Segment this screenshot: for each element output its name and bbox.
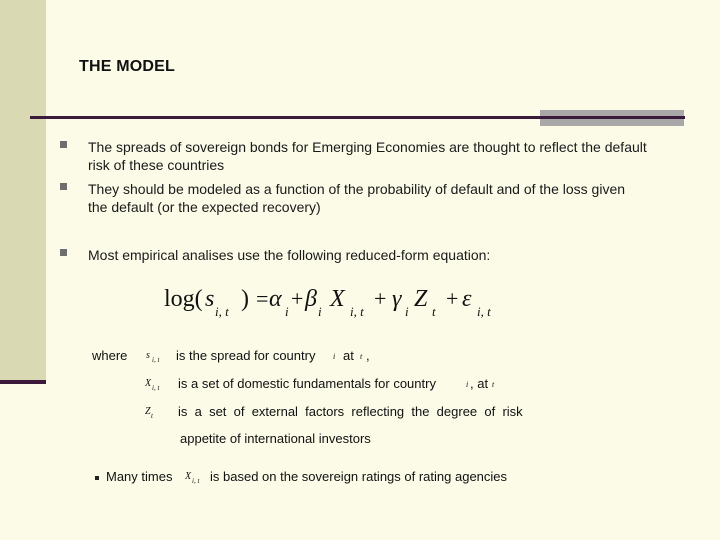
eq-beta: β [305,286,317,312]
where-X-i: i [466,380,469,389]
bullet-square-icon [60,141,67,148]
where-s-i: i [333,352,336,361]
eq-equals: = [256,286,269,311]
where-X-symbol: X [145,378,152,389]
where-Z-sub: t [151,412,153,420]
eq-alpha-sub: i [285,304,289,319]
bullet-text: They should be modeled as a function of the probability of default and of the loss given the default (or the expected recovery) [88,181,626,215]
bullet-square-icon [60,183,67,190]
eq-gamma-sub: i [405,304,409,319]
note-X-symbol: X [185,471,192,482]
eq-log: log( [164,286,203,312]
eq-Z-sub: t [432,304,436,319]
note-X-sub: i, t [192,477,200,485]
left-decor-band [0,0,46,383]
eq-s-sub: i, t [215,304,229,319]
eq-close-paren: ) [241,286,249,312]
where-Z-symbol: Z [145,406,151,417]
where-s-symbol: s [146,350,150,361]
eq-epsilon-sub: i, t [477,304,491,319]
where-Z-desc-cont: appetite of international investors [180,431,371,446]
eq-beta-sub: i [318,304,322,319]
bullet-square-icon [60,249,67,256]
where-s-t: t [360,352,363,361]
where-s-sub: i, t [152,356,160,364]
eq-Z: Z [414,286,428,312]
where-s-comma: , [366,348,370,363]
bullet-text: Most empirical analises use the following reduced-form equation: [88,247,491,263]
where-X-t: t [492,380,495,389]
note-bullet-icon [95,476,99,480]
note-text-pre: Many times [106,469,173,484]
eq-plus: + [374,286,387,311]
where-Z-desc: is a set of external factors reflecting the degree of risk [178,404,523,419]
eq-gamma: γ [392,286,402,312]
left-decor-edge [0,380,46,384]
eq-X: X [330,286,345,312]
eq-plus: + [291,286,304,311]
where-X-at: , at [470,376,489,391]
note-text-post: is based on the sovereign ratings of rating agencies [210,469,508,484]
where-X-sub: i, t [152,384,160,392]
eq-alpha: α [269,286,282,312]
model-equation [164,286,504,326]
where-X-desc: is a set of domestic fundamentals for country [178,376,436,391]
eq-plus: + [446,286,459,311]
where-s-at: at [343,348,354,363]
eq-epsilon: ε [462,286,472,312]
where-label: where [92,348,128,363]
where-s-desc: is the spread for country [176,348,316,363]
slide-title: THE MODEL [79,58,176,75]
bullet-text: The spreads of sovereign bonds for Emerging Economies are thought to reflect the default risk of these countries [88,139,647,173]
title-rule-accent-line [540,116,684,119]
eq-X-sub: i, t [350,304,364,319]
eq-s: s [205,286,215,312]
